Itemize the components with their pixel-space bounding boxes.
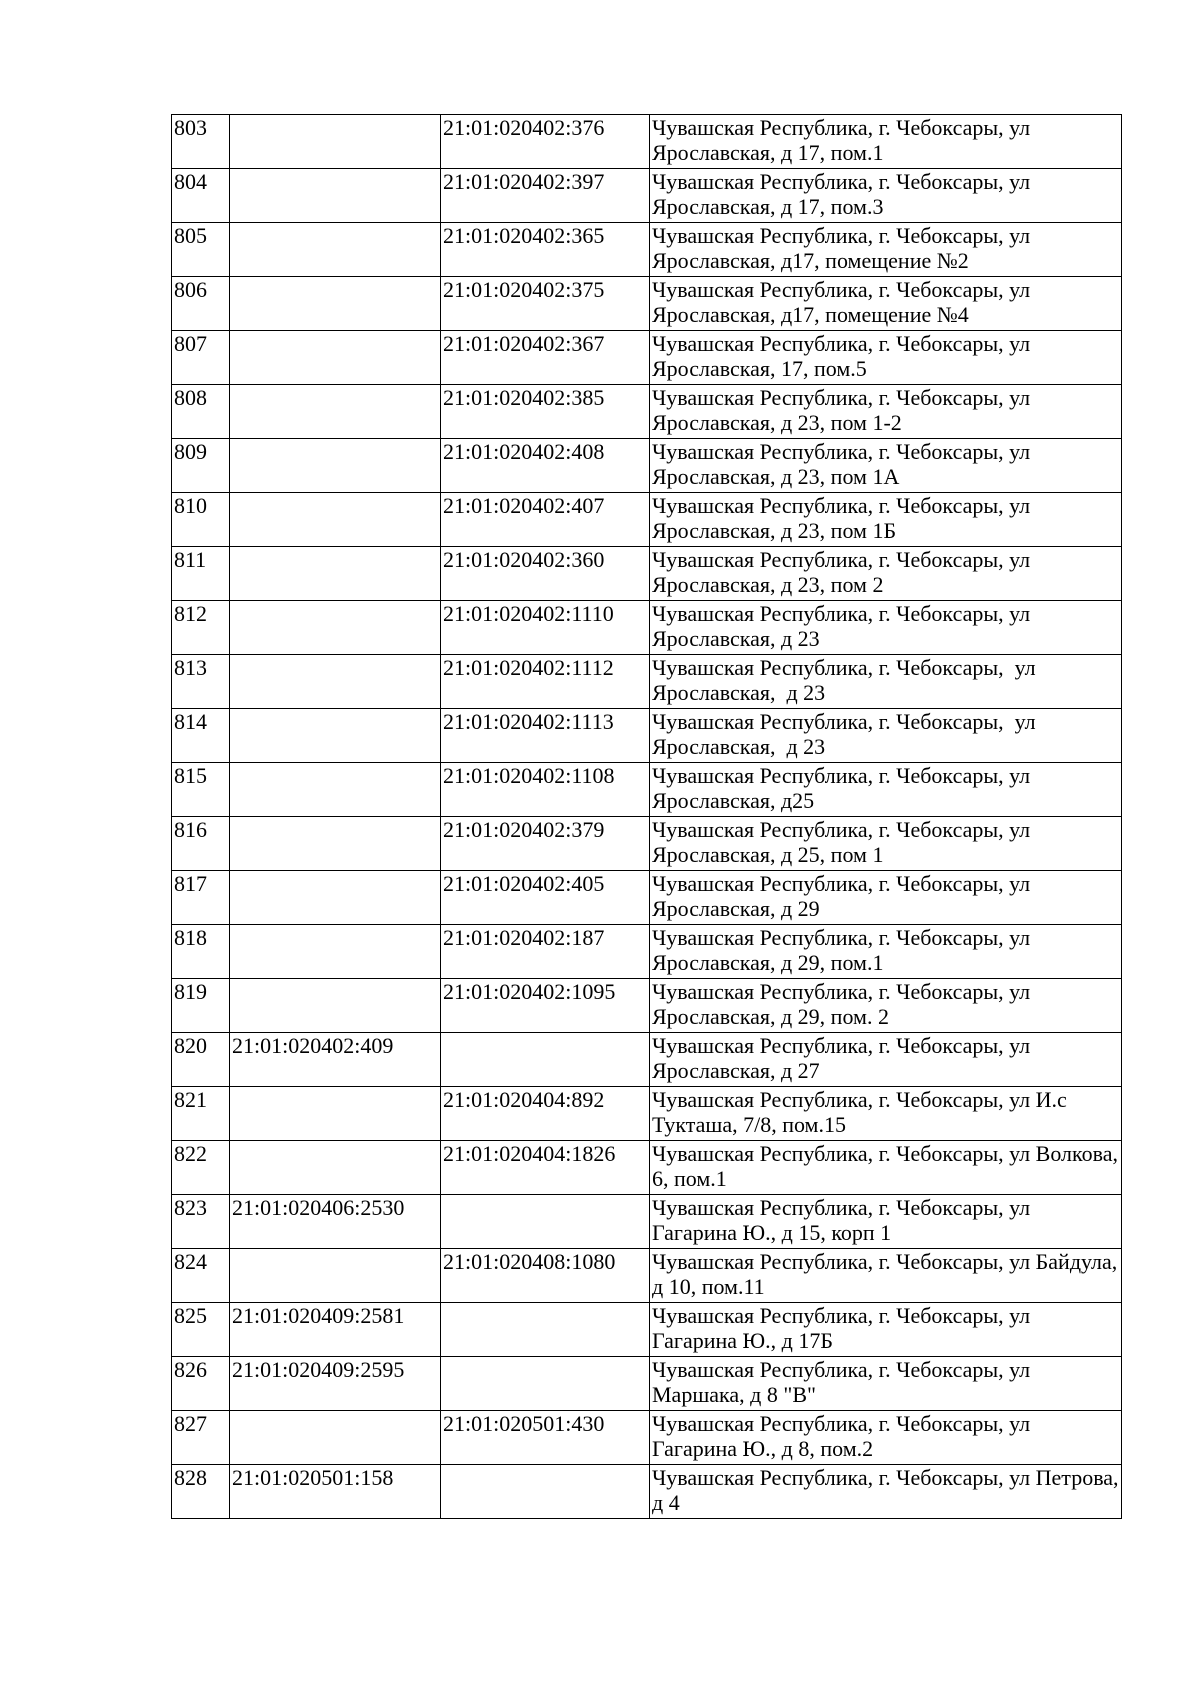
row-number-cell: 825 [172,1303,230,1357]
cadastral-premises-cell: 21:01:020402:1112 [441,655,650,709]
cadastral-building-cell [230,1249,441,1303]
address-cell: Чувашская Республика, г. Чебоксары, ул Маршака, д 8 "В" [650,1357,1122,1411]
table-row [172,1357,1122,1411]
cadastral-premises-cell [441,1033,650,1087]
row-number-cell: 804 [172,169,230,223]
table-row [172,277,1122,331]
table-row [172,655,1122,709]
cadastral-premises-cell: 21:01:020402:385 [441,385,650,439]
cadastral-building-cell [230,115,441,169]
address-cell: Чувашская Республика, г. Чебоксары, ул И.с Тукташа, 7/8, пом.15 [650,1087,1122,1141]
cadastral-building-cell [230,709,441,763]
cadastral-building-cell [230,871,441,925]
row-number-cell: 821 [172,1087,230,1141]
address-cell: Чувашская Республика, г. Чебоксары, ул Ярославская, д 23 [650,709,1122,763]
address-cell: Чувашская Республика, г. Чебоксары, ул Ярославская, д 29 [650,871,1122,925]
address-cell: Чувашская Республика, г. Чебоксары, ул Ярославская, 17, пом.5 [650,331,1122,385]
row-number-cell: 807 [172,331,230,385]
address-cell: Чувашская Республика, г. Чебоксары, ул Ярославская, д 29, пом. 2 [650,979,1122,1033]
cadastral-premises-cell [441,1195,650,1249]
cadastral-premises-cell: 21:01:020501:430 [441,1411,650,1465]
address-cell: Чувашская Республика, г. Чебоксары, ул Ярославская, д 23, пом 2 [650,547,1122,601]
cadastral-premises-cell [441,1303,650,1357]
cadastral-building-cell [230,169,441,223]
cadastral-building-cell [230,493,441,547]
cadastral-premises-cell: 21:01:020402:1108 [441,763,650,817]
address-cell: Чувашская Республика, г. Чебоксары, ул Ярославская, д25 [650,763,1122,817]
table-row [172,1303,1122,1357]
table-row [172,1465,1122,1519]
cadastral-premises-cell: 21:01:020404:1826 [441,1141,650,1195]
row-number-cell: 824 [172,1249,230,1303]
table-row [172,1033,1122,1087]
cadastral-building-cell: 21:01:020409:2595 [230,1357,441,1411]
row-number-cell: 823 [172,1195,230,1249]
table-row [172,223,1122,277]
cadastral-building-cell [230,1141,441,1195]
address-cell: Чувашская Республика, г. Чебоксары, ул Ярославская, д 29, пом.1 [650,925,1122,979]
address-cell: Чувашская Республика, г. Чебоксары, ул Ярославская, д 23 [650,655,1122,709]
address-cell: Чувашская Республика, г. Чебоксары, ул Петрова, д 4 [650,1465,1122,1519]
table-body [172,115,1125,1519]
table-row [172,925,1122,979]
row-number-cell: 818 [172,925,230,979]
table-row [172,763,1122,817]
row-number-cell: 805 [172,223,230,277]
row-number-cell: 809 [172,439,230,493]
cadastral-building-cell [230,655,441,709]
row-number-cell: 827 [172,1411,230,1465]
cadastral-premises-cell: 21:01:020402:379 [441,817,650,871]
address-cell: Чувашская Республика, г. Чебоксары, ул Ярославская, д 23 [650,601,1122,655]
table-row [172,979,1122,1033]
table-row [172,493,1122,547]
table-row [172,817,1122,871]
cadastral-building-cell: 21:01:020501:158 [230,1465,441,1519]
row-number-cell: 822 [172,1141,230,1195]
row-number-cell: 810 [172,493,230,547]
cadastral-building-cell [230,601,441,655]
cadastral-premises-cell: 21:01:020402:376 [441,115,650,169]
cadastral-building-cell [230,277,441,331]
address-cell: Чувашская Республика, г. Чебоксары, ул Ярославская, д 23, пом 1-2 [650,385,1122,439]
address-cell: Чувашская Республика, г. Чебоксары, ул Гагарина Ю., д 8, пом.2 [650,1411,1122,1465]
cadastral-premises-cell: 21:01:020402:1095 [441,979,650,1033]
address-cell: Чувашская Республика, г. Чебоксары, ул Ярославская, д17, помещение №4 [650,277,1122,331]
cadastral-premises-cell: 21:01:020402:397 [441,169,650,223]
row-number-cell: 828 [172,1465,230,1519]
row-number-cell: 820 [172,1033,230,1087]
row-number-cell: 806 [172,277,230,331]
address-cell: Чувашская Республика, г. Чебоксары, ул Ярославская, д 23, пом 1Б [650,493,1122,547]
cadastral-premises-cell: 21:01:020402:375 [441,277,650,331]
table-row [172,1087,1122,1141]
address-cell: Чувашская Республика, г. Чебоксары, ул Ярославская, д 25, пом 1 [650,817,1122,871]
row-number-cell: 817 [172,871,230,925]
table-row [172,385,1122,439]
cadastral-premises-cell [441,1357,650,1411]
table-row [172,601,1122,655]
row-number-cell: 816 [172,817,230,871]
address-cell: Чувашская Республика, г. Чебоксары, ул Ярославская, д17, помещение №2 [650,223,1122,277]
cadastral-building-cell [230,817,441,871]
cadastral-premises-cell: 21:01:020402:1113 [441,709,650,763]
row-number-cell: 826 [172,1357,230,1411]
cadastral-premises-cell: 21:01:020402:1110 [441,601,650,655]
cadastral-building-cell: 21:01:020409:2581 [230,1303,441,1357]
address-cell: Чувашская Республика, г. Чебоксары, ул Ярославская, д 23, пом 1А [650,439,1122,493]
cadastral-building-cell: 21:01:020406:2530 [230,1195,441,1249]
table-row [172,1141,1122,1195]
address-cell: Чувашская Республика, г. Чебоксары, ул Ярославская, д 17, пом.3 [650,169,1122,223]
table-row [172,115,1122,169]
row-number-cell: 819 [172,979,230,1033]
cadastral-premises-cell: 21:01:020402:360 [441,547,650,601]
cadastral-premises-cell: 21:01:020402:407 [441,493,650,547]
cadastral-building-cell [230,925,441,979]
address-cell: Чувашская Республика, г. Чебоксары, ул Байдула, д 10, пом.11 [650,1249,1122,1303]
cadastral-premises-cell: 21:01:020402:187 [441,925,650,979]
cadastral-building-cell [230,439,441,493]
address-cell: Чувашская Республика, г. Чебоксары, ул Гагарина Ю., д 17Б [650,1303,1122,1357]
row-number-cell: 814 [172,709,230,763]
address-cell: Чувашская Республика, г. Чебоксары, ул Ярославская, д 27 [650,1033,1122,1087]
address-cell: Чувашская Республика, г. Чебоксары, ул Волкова, 6, пом.1 [650,1141,1122,1195]
row-number-cell: 813 [172,655,230,709]
cadastral-building-cell [230,223,441,277]
cadastral-building-cell [230,385,441,439]
row-number-cell: 812 [172,601,230,655]
cadastral-premises-cell: 21:01:020402:405 [441,871,650,925]
address-cell: Чувашская Республика, г. Чебоксары, ул Ярославская, д 17, пом.1 [650,115,1122,169]
cadastral-building-cell [230,547,441,601]
cadastral-premises-cell: 21:01:020404:892 [441,1087,650,1141]
row-number-cell: 808 [172,385,230,439]
table-row [172,1195,1122,1249]
table-row [172,871,1122,925]
cadastral-premises-cell: 21:01:020402:365 [441,223,650,277]
cadastral-premises-cell [441,1465,650,1519]
row-number-cell: 811 [172,547,230,601]
cadastral-premises-cell: 21:01:020402:367 [441,331,650,385]
table-row [172,1411,1122,1465]
cadastral-premises-cell: 21:01:020402:408 [441,439,650,493]
row-number-cell: 815 [172,763,230,817]
row-number-cell: 803 [172,115,230,169]
cadastral-building-cell [230,331,441,385]
table-row [172,331,1122,385]
table-row [172,709,1122,763]
address-cell: Чувашская Республика, г. Чебоксары, ул Гагарина Ю., д 15, корп 1 [650,1195,1122,1249]
cadastral-building-cell [230,763,441,817]
table-row [172,439,1122,493]
cadastral-building-cell: 21:01:020402:409 [230,1033,441,1087]
property-table [171,114,1125,1519]
table-row [172,1249,1122,1303]
table-row [172,547,1122,601]
cadastral-building-cell [230,1087,441,1141]
cadastral-premises-cell: 21:01:020408:1080 [441,1249,650,1303]
cadastral-building-cell [230,979,441,1033]
cadastral-building-cell [230,1411,441,1465]
table-row [172,169,1122,223]
